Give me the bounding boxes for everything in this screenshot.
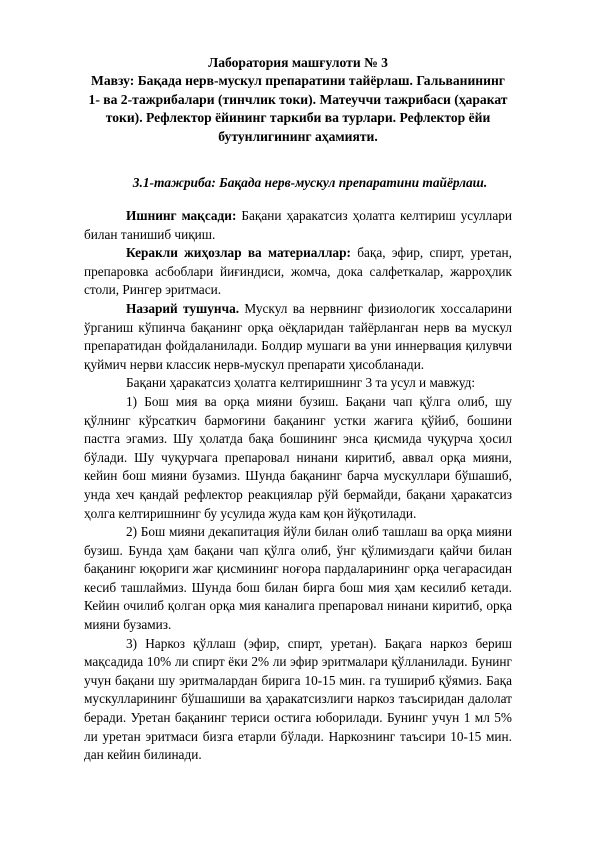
method-2-paragraph: 2) Бош мияни декапитация йўли билан олиб ташлаш ва орқа мияни бузиш. Бунда ҳам бақани чап қўлга олиб, ўнг қўлимиздаги қайчи билан бақанинг юқориги жағ қисмининг ноғора пардаларининг орқа чегарасидан кесиб ташлаймиз. Шунда бош билан бирга бош мия ҳам кесилиб кетади. Кейин очилиб қолган орқа мия каналига препаровал нинани киритиб, орқа мияни бузамиз. <box>84 524 512 633</box>
materials-paragraph <box>84 244 512 300</box>
goal-text: Бақани ҳаракатсиз ҳолатга келтириш усуллари билан танишиб чиқиш. <box>84 208 512 242</box>
goal-label: Ишнинг мақсади: <box>126 208 237 223</box>
theory-paragraph <box>84 300 512 374</box>
lab-title: Лаборатория машғулоти № 3 <box>208 55 388 70</box>
materials-text: бақа, эфир, спирт, уретан, препаровка асбоблари йиғиндиси, жомча, дока салфеткалар, жарроҳлик столи, Рингер эритмаси. <box>84 245 513 298</box>
materials-label: Керакли жиҳозлар ва материаллар: <box>126 245 351 261</box>
document-body <box>84 207 512 765</box>
document-heading <box>84 54 512 146</box>
lab-topic: Мавзу: Бақада нерв-мускул препаратини тайёрлаш. Гальванининг 1- ва 2-тажрибалари (тинчлик токи). Матеуччи тажрибаси (ҳаракат токи). Рефлектор ёйининг таркиби ва турлари. Рефлектор ёйи бутунлигининг аҳамияти. <box>88 73 508 144</box>
experiment-title: 3.1-тажриба: Бақада нерв-мускул препаратини тайёрлаш. <box>132 175 488 190</box>
method-3-paragraph: 3) Наркоз қўллаш (эфир, спирт, уретан). Бақага наркоз бериш мақсадида 10% ли спирт ёки 2% ли эфир эритмалари қўлланилади. Бунинг учун бақани шу эритмалардан бирига 10-15 мин. га тушириб қўямиз. Бақа мускулларининг бўшашиши ва ҳаракатсизлиги наркоз таъсиридан далолат беради. Уретан бақанинг териси остига юборилади. Бунинг учун 1 мл 5% ли уретан эритмаси бизга етарли бўлади. Наркознинг таъсири 10-15 мин. дан кейин билинади. <box>84 635 512 763</box>
goal-paragraph <box>84 207 512 244</box>
theory-text: Мускул ва нервнинг физиологик хоссаларини ўрганиш кўпинча бақанинг орқа оёқларидан тайёрланган нерв ва мускул препаратидан фойдаланилади. Болдир мушаги ва уни иннервация қилувчи қуймич нерви классик нерв-мускул препарати ҳисобланади. <box>84 300 512 372</box>
methods-intro: Бақани ҳаракатсиз ҳолатга келтиришнинг 3 та усул и мавжуд: <box>126 375 476 391</box>
method-1-paragraph: 1) Бош мия ва орқа мияни бузиш. Бақани чап қўлга олиб, шу қўлнинг кўрсаткич бармоғини бақанинг устки жағига қўйиб, бошини пастга эгамиз. Шу ҳолатда бақа бошининг энса қисмида чуқурча ҳосил бўлади. Шу чуқурчага препаровал нинани киритиб, аввал орқа мияни, кейин бош мияни бузамиз. Шунда бақанинг барча мускуллари бўшашиб, унда хеч қандай рефлектор реакциялар рўй бермайди, бақани ҳаракатсиз ҳолга келтиришнинг бу усулида жуда кам қон йўқотилади. <box>84 393 512 521</box>
theory-label: Назарий тушунча. <box>126 300 240 316</box>
